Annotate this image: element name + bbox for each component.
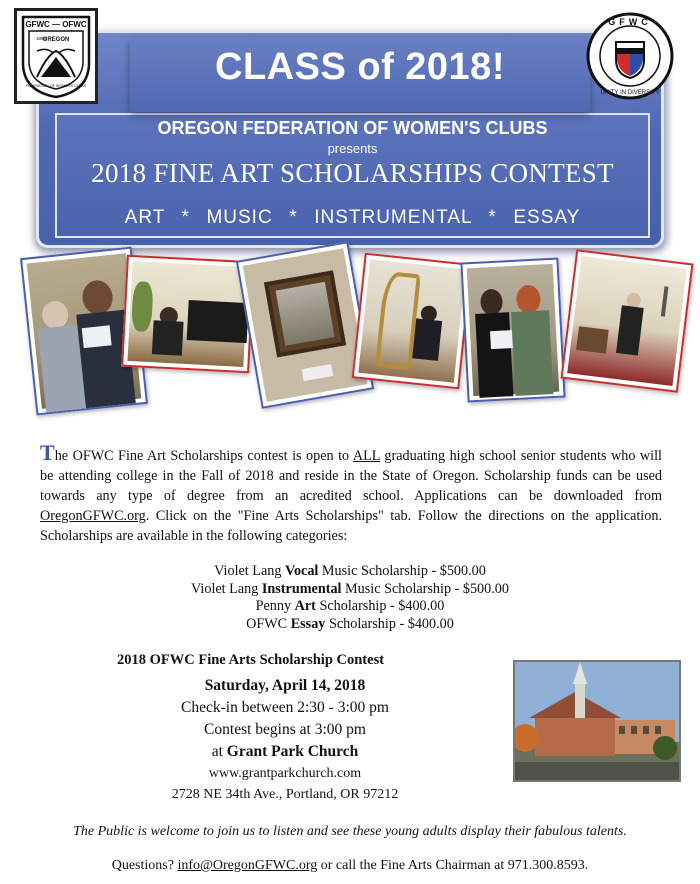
- intro-text-1: he OFWC Fine Art Scholarships contest is open to: [54, 448, 353, 464]
- intro-emphasis: ALL: [352, 448, 380, 464]
- photo-student-and-mentor: [460, 258, 565, 403]
- photo-vocalist: [561, 249, 694, 392]
- church-photo: [513, 660, 681, 782]
- intro-text-2: graduating high school senior students who will be attending college in the Fall of 2018 and reside in the State of Oregon. Scholarship funds can be used towards any type of degree from an acredited school. Applications can be downloaded from: [40, 448, 662, 504]
- intro-paragraph: [40, 440, 662, 546]
- intro-text-3: . Click on the "Fine Arts Scholarships" tab. Follow the directions on the application. Scholarships are available in the following categories:: [40, 508, 662, 544]
- scholarship-item: Violet Lang Vocal Music Scholarship - $500.00: [214, 563, 486, 579]
- gfwc-unity-logo: [586, 12, 674, 100]
- seal-center-text: OREGON: [42, 37, 70, 43]
- event-start-time: Contest begins at 3:00 pm: [204, 721, 366, 738]
- headline: CLASS of 2018!: [215, 46, 505, 88]
- venue-name: Grant Park Church: [226, 743, 359, 760]
- contact-email-link[interactable]: info@OregonGFWC.org: [177, 858, 318, 873]
- scholarship-item: OFWC Essay Scholarship - $400.00: [246, 615, 454, 632]
- seal-year-text: 1899: [36, 36, 47, 41]
- event-details: [70, 652, 500, 805]
- gfwc-motto-text: UNITY IN DIVERSITY: [600, 90, 660, 96]
- gfwc-top-text: GFWC: [608, 17, 652, 27]
- venue-website[interactable]: www.grantparkchurch.com: [208, 766, 362, 781]
- event-checkin: Check-in between 2:30 - 3:00 pm: [181, 699, 389, 716]
- website-link[interactable]: OregonGFWC.org: [40, 508, 146, 524]
- photo-pianist: [121, 255, 255, 374]
- event-venue: at Grant Park Church: [211, 743, 359, 760]
- scholarship-item: Penny Art Scholarship - $400.00: [255, 598, 445, 614]
- seal-bottom-text: FEDERATION OF WOMEN'S CLUBS: [25, 84, 87, 88]
- seal-top-text: GFWC — OFWC: [25, 20, 87, 29]
- event-date: Saturday, April 14, 2018: [204, 677, 366, 694]
- scholarship-list: [100, 563, 600, 633]
- category-list: ART * MUSIC * INSTRUMENTAL * ESSAY: [124, 207, 581, 228]
- intro-dropcap: T: [40, 440, 55, 465]
- ofwc-seal-logo: [14, 8, 98, 104]
- photo-framed-art: [236, 241, 374, 409]
- contact-line: Questions? info@OregonGFWC.org or call the Fine Arts Chairman at 971.300.8593.: [111, 858, 589, 873]
- organization-name: OREGON FEDERATION OF WOMEN'S CLUBS: [157, 118, 548, 138]
- contest-title: 2018 FINE ART SCHOLARSHIPS CONTEST: [91, 158, 614, 188]
- scholarship-item: Violet Lang Instrumental Music Scholarship - $500.00: [191, 580, 509, 597]
- presents-text: presents: [327, 141, 378, 156]
- event-title: 2018 OFWC Fine Arts Scholarship Contest: [117, 652, 385, 668]
- venue-address: 2728 NE 34th Ave., Portland, OR 97212: [171, 787, 399, 802]
- photo-harpist: [352, 253, 473, 390]
- public-welcome-note: The Public is welcome to join us to listen and see these young adults display their fabulous talents.: [73, 824, 627, 839]
